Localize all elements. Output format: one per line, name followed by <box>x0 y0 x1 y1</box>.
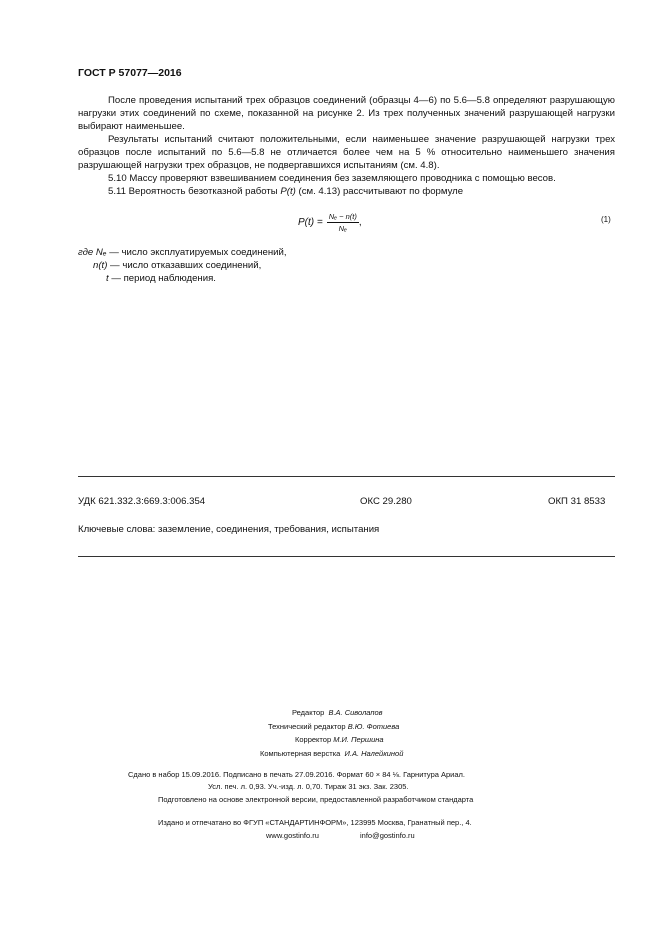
imprint-email: info@gostinfo.ru <box>360 831 415 840</box>
where-list <box>78 246 287 285</box>
where-item <box>78 259 287 272</box>
paragraph-5-10: 5.10 Массу проверяют взвешиванием соединения без заземляющего проводника с помощью весов. <box>108 173 556 184</box>
where-symbol: t <box>106 273 109 284</box>
okp-code: ОКП 31 8533 <box>548 496 606 507</box>
equation-number: (1) <box>601 215 611 224</box>
paragraph-5-11 <box>78 185 615 198</box>
credit-label: Корректор <box>295 735 332 744</box>
credit-label: Редактор <box>292 708 325 717</box>
credit-label: Компьютерная верстка <box>260 748 341 758</box>
credit-corrector <box>260 733 403 747</box>
credit-editor <box>260 706 403 720</box>
credits-block <box>260 706 403 760</box>
where-text: — число эксплуатируемых соединений, <box>106 247 287 258</box>
formula-numerator: Nₑ − n(t) <box>328 212 357 221</box>
body-text <box>78 94 615 198</box>
formula-trail: , <box>358 217 362 228</box>
where-text: — число отказавших соединений, <box>107 260 262 271</box>
credit-name: И.А. Налейкиной <box>344 748 404 758</box>
imprint-line-volume: Усл. печ. л. 0,93. Уч.-изд. л. 0,70. Тираж 31 экз. Зак. 2305. <box>208 782 409 791</box>
formula-lhs: P(t) = <box>298 217 323 228</box>
where-symbol: n(t) <box>93 260 108 271</box>
imprint-line-print-data: Сдано в набор 15.09.2016. Подписано в печать 27.09.2016. Формат 60 × 84 ⅛. Гарнитура Ариал. <box>128 770 465 779</box>
credit-name: М.И. Першина <box>333 735 384 744</box>
imprint-website: www.gostinfo.ru <box>266 831 319 840</box>
p511-suffix: (см. 4.13) рассчитывают по формуле <box>295 186 464 197</box>
keywords: Ключевые слова: заземление, соединения, требования, испытания <box>78 524 380 535</box>
divider-bottom <box>78 556 615 557</box>
udk-code: УДК 621.332.3:669.3:006.354 <box>78 496 206 507</box>
credit-layout <box>260 747 403 761</box>
where-item <box>78 272 287 285</box>
document-header: ГОСТ Р 57077—2016 <box>78 67 182 79</box>
where-symbol: где Nₑ <box>78 247 107 258</box>
formula-reliability <box>298 212 362 233</box>
credit-name: В.Ю. Фотиева <box>347 721 400 731</box>
formula-denominator: Nₑ <box>338 224 347 233</box>
divider-top <box>78 476 615 477</box>
paragraph-results: Результаты испытаний считают положительными, если наименьшее значение разрушающей нагрузки трех образцов после испытаний по 5.6—5.8 не отличается более чем на 5 % относительно наименьшего значения разрушающей нагрузки трех образцов, не подвергавшихся испытаниям (см. 4.8). <box>78 134 615 171</box>
p511-prefix: 5.11 Вероятность безотказной работы <box>108 186 281 197</box>
imprint-line-publisher: Издано и отпечатано во ФГУП «СТАНДАРТИНФОРМ», 123995 Москва, Гранатный пер., 4. <box>158 818 472 827</box>
paragraph-test-procedure: После проведения испытаний трех образцов соединений (образцы 4—6) по 5.6—5.8 определяют разрушающую нагрузки этих соединений по схеме, показанной на рисунке 2. Из трех полученных значений разрушающей нагрузки выбирают наименьшее. <box>78 95 615 132</box>
credit-tech-editor <box>260 720 403 734</box>
p511-func: P(t) <box>280 186 296 197</box>
formula-fraction <box>327 212 359 233</box>
imprint-line-prepared: Подготовлено на основе электронной версии, предоставленной разработчиком стандарта <box>158 795 474 804</box>
where-text: — период наблюдения. <box>108 273 216 284</box>
credit-label: Технический редактор <box>268 721 346 731</box>
where-item <box>78 246 287 259</box>
oks-code: ОКС 29.280 <box>360 496 412 507</box>
credit-name: В.А. Сиволапов <box>328 708 383 717</box>
